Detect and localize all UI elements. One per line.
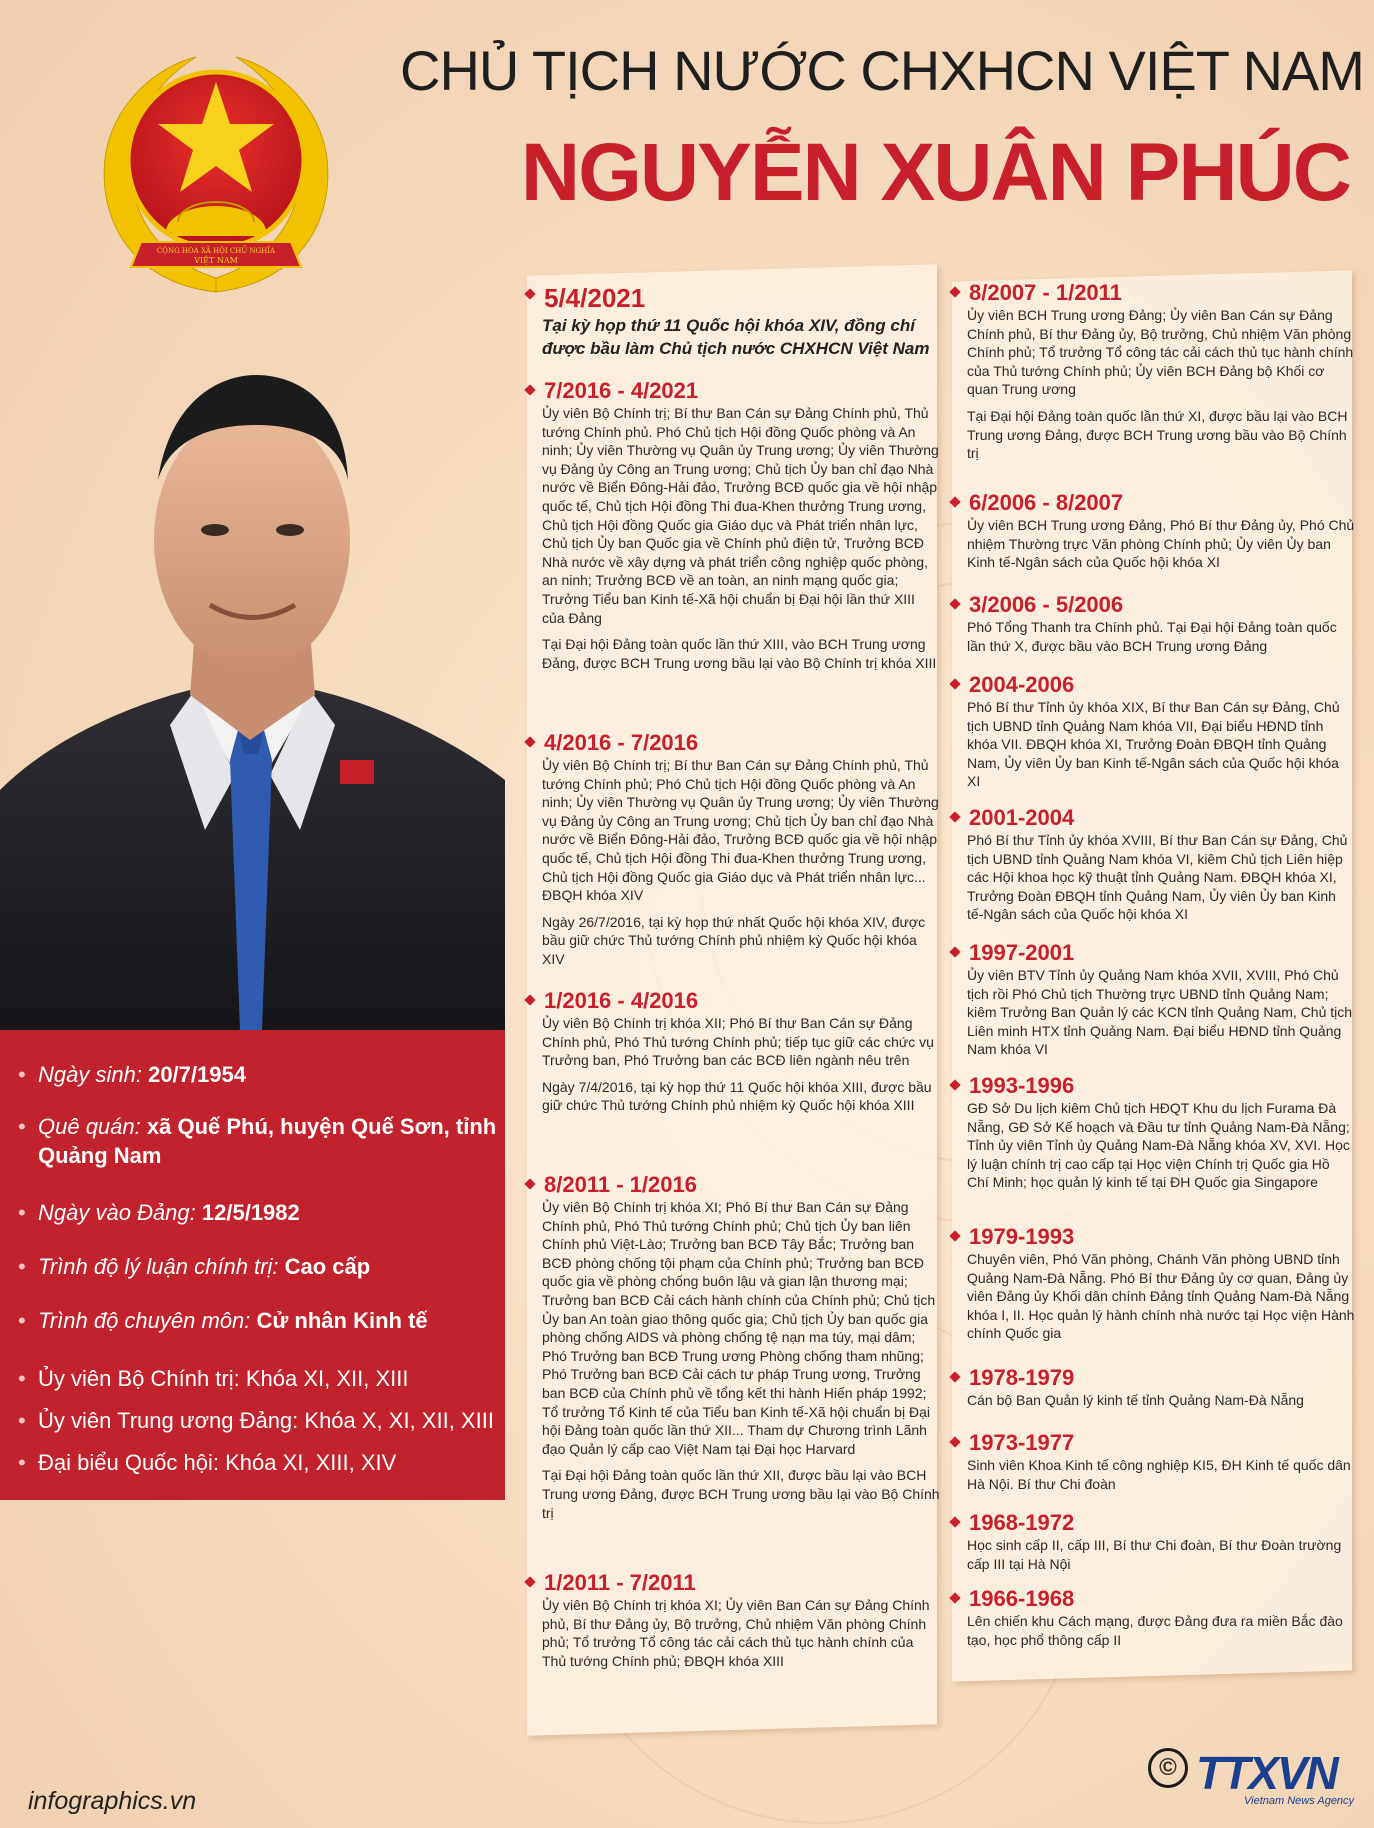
timeline-date: 1966-1968 [955,1586,1355,1612]
timeline-entry: 1973-1977 Sinh viên Khoa Kinh tế công nghiệp KI5, ĐH Kinh tế quốc dân Hà Nội. Bí thư Chi đoàn [955,1430,1355,1493]
timeline-entry: 8/2011 - 1/2016 Ủy viên Bộ Chính trị khóa XI; Phó Bí thư Ban Cán sự Đảng Chính phủ, Phó Thủ tướng Chính phủ; Chủ tịch Ủy ban liên Chính phủ Việt-Lào; Trưởng ban BCĐ Tây Bắc; Trưởng ban BCĐ phòng chống tội phạm của Chính phủ; Trưởng ban BCĐ quốc gia về phòng chống buôn lậu và gian lận thương mại; Trưởng ban BCĐ Cải cách hành chính của Chính phủ; Chủ tịch Ủy ban An toàn giao thông quốc gia; Chủ tịch Ủy ban quốc gia phòng chống AIDS và phòng chống tệ nạn ma túy, mại dâm; Phó Trưởng ban BCĐ Trung ương Phòng chống tham nhũng; Phó Trưởng ban BCĐ Cải cách tư pháp Trung ương, Trưởng ban BCĐ của Chính phủ về tổng kết thi hành Hiến pháp 1992; Tổ trưởng Tổ Kinh tế của Tiểu ban Kinh tế-Xã hội chuẩn bị Đại hội Đảng toàn quốc lần thứ XII... Tham dự Chương trình Lãnh đạo Quản lý cấp cao Việt Nam tại Đại học Harvard Tại Đại hội Đảng toàn quốc lần thứ XII, được bầu lại vào BCH Trung ương Đảng, được BCH Trung ương bầu lại vào Bộ Chính trị [530,1172,940,1522]
timeline-entry: 8/2007 - 1/2011 Ủy viên BCH Trung ương Đảng; Ủy viên Ban Cán sự Đảng Chính phủ, Bí thư Đảng ủy, Bộ trưởng, Chủ nhiệm Văn phòng Chính phủ; Tổ trưởng Tổ công tác cải cách thủ tục hành chính của Thủ tướng Chính phủ; Ủy viên BCH Đảng bộ Khối cơ quan Trung ương Tại Đại hội Đảng toàn quốc lần thứ XI, được bầu lại vào BCH Trung ương Đảng, được BCH Trung ương bầu vào Bộ Chính trị [955,280,1355,463]
timeline-date: 5/4/2021 [530,282,940,314]
copyright-icon: © [1148,1748,1188,1788]
timeline-date: 2001-2004 [955,805,1355,831]
timeline-date: 1993-1996 [955,1073,1355,1099]
info-central-committee-member: • Ủy viên Trung ương Đảng: Khóa X, XI, XII, XIII [18,1408,494,1433]
timeline-date: 6/2006 - 8/2007 [955,490,1355,516]
timeline-entry: 1968-1972 Học sinh cấp II, cấp III, Bí thư Chi đoàn, Bí thư Đoàn trường cấp III tại Hà Nội [955,1510,1355,1573]
timeline-entry: 2001-2004 Phó Bí thư Tỉnh ủy khóa XVIII, Bí thư Ban Cán sự Đảng, Chủ tịch UBND tỉnh Quảng Nam khóa VI, kiêm Chủ tịch Liên hiệp các Hội khoa học kỹ thuật tỉnh Quảng Nam. ĐBQH khóa XI, Trưởng Đoàn ĐBQH tỉnh Quảng Nam, Ủy viên Ủy ban Kinh tế-Ngân sách của Quốc hội khóa XI [955,805,1355,924]
timeline-entry: 2004-2006 Phó Bí thư Tỉnh ủy khóa XIX, Bí thư Ban Cán sự Đảng, Chủ tịch UBND tỉnh Quảng Nam khóa VII, Đại biểu HĐND tỉnh khóa VII. ĐBQH khóa XI, Trưởng Đoàn ĐBQH tỉnh Quảng Nam, Ủy viên Ủy ban Kinh tế-Ngân sách của Quốc hội khóa XI [955,672,1355,791]
timeline-entry: 1993-1996 GĐ Sở Du lịch kiêm Chủ tịch HĐQT Khu du lịch Furama Đà Nẵng, GĐ Sở Kế hoạch và Đầu tư tỉnh Quảng Nam-Đà Nẵng; Tỉnh ủy viên Tỉnh ủy Quảng Nam-Đà Nẵng khóa XV, XVI. Học lý luận chính trị cao cấp tại Học viện Chính trị Quốc gia Hồ Chí Minh; học quản lý kinh tế tại ĐH Quốc gia Singapore [955,1073,1355,1192]
ttxvn-logo-subtitle: Vietnam News Agency [1244,1795,1355,1807]
timeline-date: 7/2016 - 4/2021 [530,378,940,404]
portrait-photo [0,330,505,1030]
timeline-entry: 1979-1993 Chuyên viên, Phó Văn phòng, Chánh Văn phòng UBND tỉnh Quảng Nam-Đà Nẵng. Phó Bí thư Đảng ủy cơ quan, Đảng ủy viên Đảng ủy Khối dân chính Đảng tỉnh Quảng Nam-Đà Nẵng khóa I, II. Học quản lý hành chính nhà nước tại Học viện Hành chính Quốc gia [955,1224,1355,1343]
timeline-date: 1978-1979 [955,1365,1355,1391]
page-title-position: CHỦ TỊCH NƯỚC CHXHCN VIỆT NAM [400,39,1364,102]
timeline-date: 3/2006 - 5/2006 [955,592,1355,618]
timeline-entry: 4/2016 - 7/2016 Ủy viên Bộ Chính trị; Bí thư Ban Cán sự Đảng Chính phủ, Thủ tướng Chính phủ; Phó Chủ tịch Hội đồng Quốc phòng và An ninh; Ủy viên Thường vụ Quân ủy Trung ương; Ủy viên Thường vụ Đảng ủy Công an Trung ương; Chủ tịch Ủy ban chỉ đạo Nhà nước về Biển Đông-Hải đảo, Trưởng BCĐ quốc gia về hội nhập quốc tế, Chủ tịch Hội đồng Thi đua-Khen thưởng Trung ương, Chủ tịch Hội đồng Quốc gia Giáo dục và Phát triển nhân lực... ĐBQH khóa XIV Ngày 26/7/2016, tại kỳ họp thứ nhất Quốc hội khóa XIV, được bầu giữ chức Thủ tướng Chính phủ nhiệm kỳ Quốc hội khóa XIV [530,730,940,969]
timeline-entry: 7/2016 - 4/2021 Ủy viên Bộ Chính trị; Bí thư Ban Cán sự Đảng Chính phủ, Thủ tướng Chính phủ. Phó Chủ tịch Hội đồng Quốc phòng và An ninh; Ủy viên Thường vụ Quân ủy Trung ương; Ủy viên Thường vụ Đảng ủy Công an Trung ương; Chủ tịch Ủy ban chỉ đạo Nhà nước về Biển Đông-Hải đảo, Trưởng BCĐ quốc gia về hội nhập quốc tế, Chủ tịch Hội đồng Thi đua-Khen thưởng Trung ương, Chủ tịch Hội đồng Quốc gia Giáo dục và Phát triển nhân lực, Chủ tịch Ủy ban Quốc gia về Chính phủ điện tử, Trưởng BCĐ Nhà nước về xây dựng và phát triển công nghiệp quốc phòng, an ninh; Trưởng BCĐ về an toàn, an ninh mạng quốc gia; Trưởng Tiểu ban Kinh tế-Xã hội chuẩn bị Đại hội lần thứ XIII của Đảng Tại Đại hội Đảng toàn quốc lần thứ XIII, vào BCH Trung ương Đảng, được BCH Trung ương bầu lại vào Bộ Chính trị khóa XIII [530,378,940,672]
footer-site-link[interactable]: infographics.vn [28,1787,197,1815]
timeline-entry: 6/2006 - 8/2007 Ủy viên BCH Trung ương Đảng, Phó Bí thư Đảng ủy, Phó Chủ nhiệm Thường trực Văn phòng Chính phủ; Ủy viên Ủy ban Kinh tế-Ngân sách của Quốc hội khóa XI [955,490,1355,572]
timeline-date: 1968-1972 [955,1510,1355,1536]
timeline-entry: 1997-2001 Ủy viên BTV Tỉnh ủy Quảng Nam khóa XVII, XVIII, Phó Chủ tịch rồi Phó Chủ tịch Thường trực UBND tỉnh Quảng Nam; kiêm Trưởng Ban Quản lý các KCN tỉnh Quảng Nam, Chủ tịch Liên minh HTX tỉnh Quảng Nam. Đại biểu HĐND tỉnh Quảng Nam khóa VI [955,940,1355,1059]
timeline-entry: 1978-1979 Cán bộ Ban Quản lý kinh tế tỉnh Quảng Nam-Đà Nẵng [955,1365,1355,1410]
national-emblem [86,42,346,302]
timeline-date: 4/2016 - 7/2016 [530,730,940,756]
timeline-entry: 3/2006 - 5/2006 Phó Tổng Thanh tra Chính phủ. Tại Đại hội Đảng toàn quốc lần thứ X, được bầu vào BCH Trung ương Đảng [955,592,1355,655]
timeline-date: 2004-2006 [955,672,1355,698]
timeline-entry: 1/2011 - 7/2011 Ủy viên Bộ Chính trị khóa XI; Ủy viên Ban Cán sự Đảng Chính phủ, Bí thư Đảng ủy, Bộ trưởng, Chủ nhiệm Văn phòng Chính phủ; Tổ trưởng Tổ công tác cải cách thủ tục hành chính của Thủ tướng Chính phủ; ĐBQH khóa XIII [530,1570,940,1670]
timeline-date: 1979-1993 [955,1224,1355,1250]
timeline-entry: 1/2016 - 4/2016 Ủy viên Bộ Chính trị khóa XII; Phó Bí thư Ban Cán sự Đảng Chính phủ, Phó Thủ tướng Chính phủ; tiếp tục giữ các chức vụ Trưởng ban, Phó Trưởng ban các BCĐ liên ngành nêu trên Ngày 7/4/2016, tại kỳ họp thứ 11 Quốc hội khóa XIII, được bầu giữ chức Thủ tướng Chính phủ nhiệm kỳ Quốc hội khóa XIII [530,988,940,1115]
timeline-entry: 1966-1968 Lên chiến khu Cách mạng, được Đảng đưa ra miền Bắc đào tạo, học phổ thông cấp II [955,1586,1355,1649]
timeline-date: 1/2016 - 4/2016 [530,988,940,1014]
timeline-date: 1/2011 - 7/2011 [530,1570,940,1596]
timeline-date: 8/2011 - 1/2016 [530,1172,940,1198]
info-education-level: • Trình độ chuyên môn: Cử nhân Kinh tế [18,1308,428,1333]
info-political-theory-level: • Trình độ lý luận chính trị: Cao cấp [18,1254,371,1279]
ttxvn-logo: TTXVN [1196,1747,1337,1799]
timeline-date: 1973-1977 [955,1430,1355,1456]
info-politburo-member: • Ủy viên Bộ Chính trị: Khóa XI, XII, XIII [18,1366,409,1391]
info-national-assembly-deputy: • Đại biểu Quốc hội: Khóa XI, XIII, XIV [18,1450,397,1475]
info-party-join-date: • Ngày vào Đảng: 12/5/1982 [18,1200,300,1225]
timeline-date: 1997-2001 [955,940,1355,966]
emblem-ribbon-text-top: CỘNG HÒA XÃ HỘI CHỦ NGHĨA [156,247,276,255]
timeline-entry: 5/4/2021 Tại kỳ họp thứ 11 Quốc hội khóa XIV, đồng chí được bầu làm Chủ tịch nước CHXHCN Việt Nam [530,282,940,360]
emblem-ribbon-text-bottom: VIỆT NAM [194,256,238,265]
timeline-date: 8/2007 - 1/2011 [955,280,1355,306]
personal-info-panel [0,1030,505,1500]
info-hometown: • Quê quán: xã Quế Phú, huyện Quế Sơn, tỉnh Quảng Nam [18,1114,497,1168]
info-birthdate: • Ngày sinh: 20/7/1954 [18,1062,246,1087]
page-title-name: NGUYỄN XUÂN PHÚC [520,127,1350,218]
